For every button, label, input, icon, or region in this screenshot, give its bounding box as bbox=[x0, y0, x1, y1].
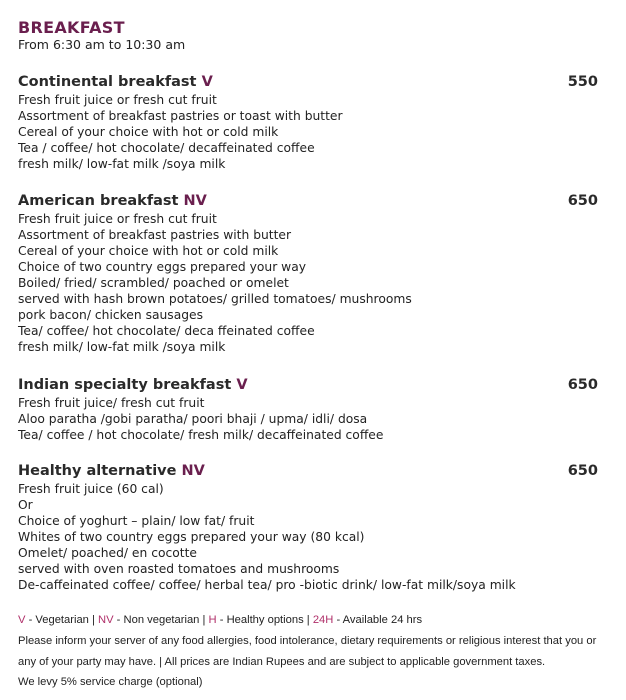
list-item: Fresh fruit juice or fresh cut fruit bbox=[18, 93, 217, 107]
list-item: Aloo paratha /gobi paratha/ poori bhaji / upma/ idli/ dosa bbox=[18, 412, 368, 426]
legend-text-24h: - Available 24 hrs bbox=[333, 614, 423, 626]
section-price: 550 bbox=[567, 74, 598, 90]
list-item: fresh milk/ low-fat milk /soya milk bbox=[18, 340, 226, 354]
item-list bbox=[18, 211, 608, 355]
list-item: pork bacon/ chicken sausages bbox=[18, 308, 204, 322]
list-item: Cereal of your choice with hot or cold milk bbox=[18, 125, 279, 139]
legend-code-veg: V bbox=[18, 614, 26, 626]
section-name: Healthy alternative bbox=[18, 463, 177, 479]
item-list bbox=[18, 92, 608, 172]
list-item: De-caffeinated coffee/ coffee/ herbal tea/ pro -biotic drink/ low-fat milk/soya milk bbox=[18, 578, 516, 592]
list-item: Omelet/ poached/ en cocotte bbox=[18, 546, 197, 560]
list-item: Whites of two country eggs prepared your way (80 kcal) bbox=[18, 530, 365, 544]
diet-mark: V bbox=[236, 377, 248, 393]
menu-section-healthy bbox=[18, 461, 608, 593]
legend-text-veg: - Vegetarian | bbox=[25, 614, 99, 626]
legend-text-healthy: - Healthy options | bbox=[216, 614, 313, 626]
section-name: American breakfast bbox=[18, 193, 179, 209]
section-title bbox=[18, 461, 608, 481]
list-item: Choice of yoghurt – plain/ low fat/ fruit bbox=[18, 514, 255, 528]
list-item: Fresh fruit juice/ fresh cut fruit bbox=[18, 396, 205, 410]
section-title bbox=[18, 191, 608, 211]
list-item: served with hash brown potatoes/ grilled tomatoes/ mushrooms bbox=[18, 292, 412, 306]
list-item: Fresh fruit juice (60 cal) bbox=[18, 482, 164, 496]
list-item: Tea/ coffee / hot chocolate/ fresh milk/ decaffeinated coffee bbox=[18, 428, 384, 442]
section-name: Indian specialty breakfast bbox=[18, 377, 232, 393]
diet-mark: NV bbox=[183, 193, 207, 209]
diet-mark: V bbox=[201, 74, 213, 90]
section-price: 650 bbox=[567, 193, 598, 209]
list-item: Assortment of breakfast pastries or toast with butter bbox=[18, 109, 343, 123]
list-item: Assortment of breakfast pastries with butter bbox=[18, 228, 292, 242]
list-item: Boiled/ fried/ scrambled/ poached or omelet bbox=[18, 276, 289, 290]
item-list bbox=[18, 395, 608, 443]
menu-section-american bbox=[18, 191, 608, 355]
list-item: Choice of two country eggs prepared your way bbox=[18, 260, 307, 274]
legend-text-nonveg: - Non vegetarian | bbox=[113, 614, 209, 626]
diet-mark: NV bbox=[181, 463, 205, 479]
section-price: 650 bbox=[567, 377, 598, 393]
legend-code-24h: 24H bbox=[312, 614, 334, 626]
list-item: Fresh fruit juice or fresh cut fruit bbox=[18, 212, 217, 226]
item-list bbox=[18, 481, 608, 593]
section-price: 650 bbox=[567, 463, 598, 479]
section-title bbox=[18, 72, 608, 92]
list-item: fresh milk/ low-fat milk /soya milk bbox=[18, 157, 226, 171]
menu-section-indian bbox=[18, 375, 608, 443]
legend-code-healthy: H bbox=[208, 614, 217, 626]
section-name: Continental breakfast bbox=[18, 74, 197, 90]
allergy-note: Please inform your server of any food allergies, food intolerance, dietary requirements or religious interest that you or bbox=[18, 635, 597, 647]
price-note: any of your party may have. | All prices are Indian Rupees and are subject to applicable government taxes. bbox=[18, 656, 546, 668]
diet-legend bbox=[18, 614, 618, 626]
list-item: Tea / coffee/ hot chocolate/ decaffeinated coffee bbox=[18, 141, 315, 155]
service-hours: From 6:30 am to 10:30 am bbox=[18, 37, 186, 52]
section-title bbox=[18, 375, 608, 395]
menu-section-continental bbox=[18, 72, 608, 172]
list-item: served with oven roasted tomatoes and mushrooms bbox=[18, 562, 340, 576]
page-title: BREAKFAST bbox=[18, 18, 125, 37]
list-item: Tea/ coffee/ hot chocolate/ deca ffeinated coffee bbox=[18, 324, 315, 338]
list-item: Or bbox=[18, 498, 33, 512]
service-charge-note: We levy 5% service charge (optional) bbox=[18, 676, 203, 688]
legend-code-nonveg: NV bbox=[98, 614, 114, 626]
list-item: Cereal of your choice with hot or cold milk bbox=[18, 244, 279, 258]
